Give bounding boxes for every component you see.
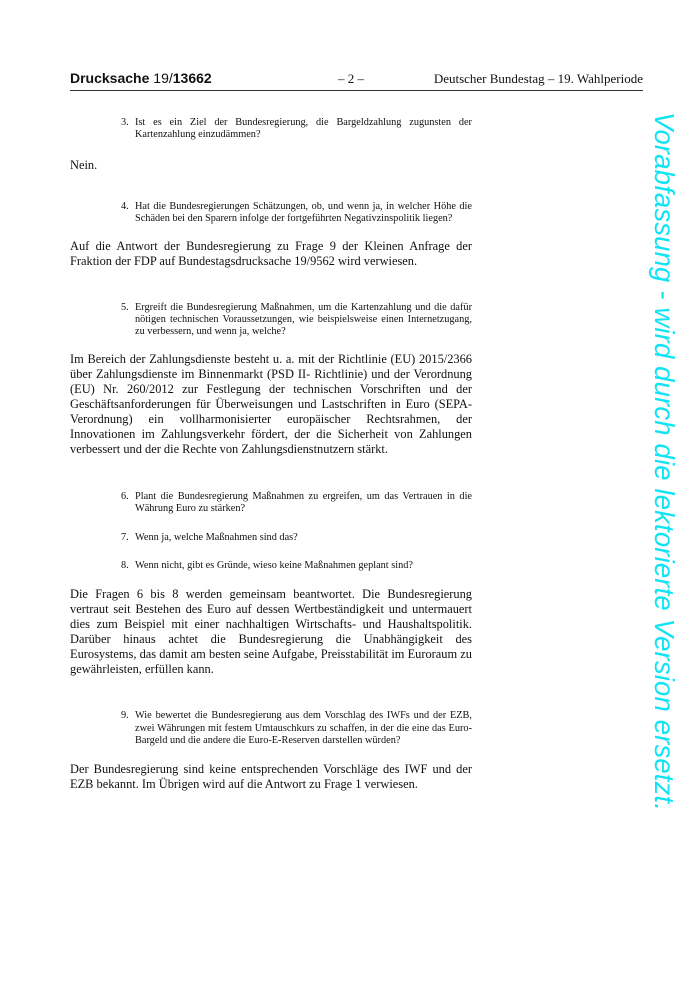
question-text: Ergreift die Bundesregierung Maßnahmen, um die Kartenzahlung und die dafür nötigen technischen Voraussetzungen, wie beispielsweise einen Internetzugang, zu verbessern, und wenn ja, welche? (135, 301, 472, 338)
parliament-period: Deutscher Bundestag – 19. Wahlperiode (433, 71, 643, 86)
question-number: 5. (121, 301, 129, 313)
question-number: 6. (121, 490, 129, 502)
answer-4: Auf die Antwort der Bundesregierung zu Frage 9 der Kleinen Anfrage der Fraktion der FDP auf Bundestagsdrucksache 19/9562 wird verwiesen. (70, 238, 472, 268)
question-text: Wie bewertet die Bundesregierung aus dem Vorschlag des IWFs und der EZB, zwei Währungen mit festem Umtauschkurs zu schaffen, in der die eine das Euro-Bargeld und die andere die Euro-E-Reserven darstellen würden? (135, 710, 472, 747)
document-body (70, 113, 472, 792)
document-label: Drucksache (70, 70, 150, 86)
question-3 (121, 117, 472, 142)
question-number: 9. (121, 710, 129, 722)
question-7 (121, 532, 472, 544)
answer-6-8: Die Fragen 6 bis 8 werden gemeinsam beantwortet. Die Bundesregierung vertraut seit Bestehen des Euro auf dessen Wertbeständigkeit und untermauert dies zum Beispiel mit einer nachhaltigen Wirtschafts- und Haushaltspolitik. Darüber hinaus achtet die Bundesregierung die Unabhängigkeit des Eurosystems, das damit am besten seine Aufgabe, Preisstabilität im Euroraum zu gewährleisten, erfüllen kann. (70, 587, 472, 677)
document-number-prefix: 19/ (153, 70, 173, 86)
question-6 (121, 491, 472, 516)
page-number: – 2 – (338, 71, 364, 86)
question-9 (121, 710, 472, 747)
question-text: Wenn ja, welche Maßnahmen sind das? (135, 531, 298, 543)
question-text: Ist es ein Ziel der Bundesregierung, die Bargeldzahlung zugunsten der Kartenzahlung einzudämmen? (135, 117, 472, 141)
document-number-main: 13662 (172, 70, 212, 86)
question-number: 8. (121, 560, 129, 572)
question-text: Plant die Bundesregierung Maßnahmen zu ergreifen, um das Vertrauen in die Währung Euro zu stärken? (135, 490, 472, 515)
answer-9: Der Bundesregierung sind keine entsprechenden Vorschläge des IWF und der EZB bekannt. Im Übrigen wird auf die Antwort zu Frage 1 verwiesen. (70, 761, 472, 791)
question-4 (121, 201, 472, 226)
question-number: 7. (121, 531, 129, 543)
question-text: Wenn nicht, gibt es Gründe, wieso keine Maßnahmen geplant sind? (135, 560, 413, 572)
question-number: 3. (121, 117, 129, 128)
question-5 (121, 302, 472, 339)
answer-3: Nein. (70, 157, 98, 172)
answer-5: Im Bereich der Zahlungsdienste besteht u. a. mit der Richtlinie (EU) 2015/2366 über Zahlungsdienste im Binnenmarkt (PSD II- Richtlinie) und der Verordnung (EU) Nr. 260/2012 zur Festlegung der technischen Vorschriften und der Geschäftsanforderungen für Überweisungen und Lastschriften in Euro (SEPA-Verordnung) ein vollharmonisierter europäischer Rechtsrahmen, der Innovationen im Zahlungsverkehr fördert, der die Sicherheit von Zahlungen verbessert und der die Rechte von Zahlungsdienstnutzern stärkt. (70, 351, 472, 456)
question-8 (121, 560, 472, 572)
question-text: Hat die Bundesregierungen Schätzungen, ob, und wenn ja, in welcher Höhe die Schäden bei den Sparern infolge der fortgeführten Negativzinspolitik liegen? (135, 200, 472, 225)
draft-watermark: Vorabfassung - wird durch die lektorierte Version ersetzt. (649, 112, 680, 812)
question-number: 4. (121, 200, 129, 212)
document-number (70, 70, 212, 86)
page-header (70, 70, 643, 91)
